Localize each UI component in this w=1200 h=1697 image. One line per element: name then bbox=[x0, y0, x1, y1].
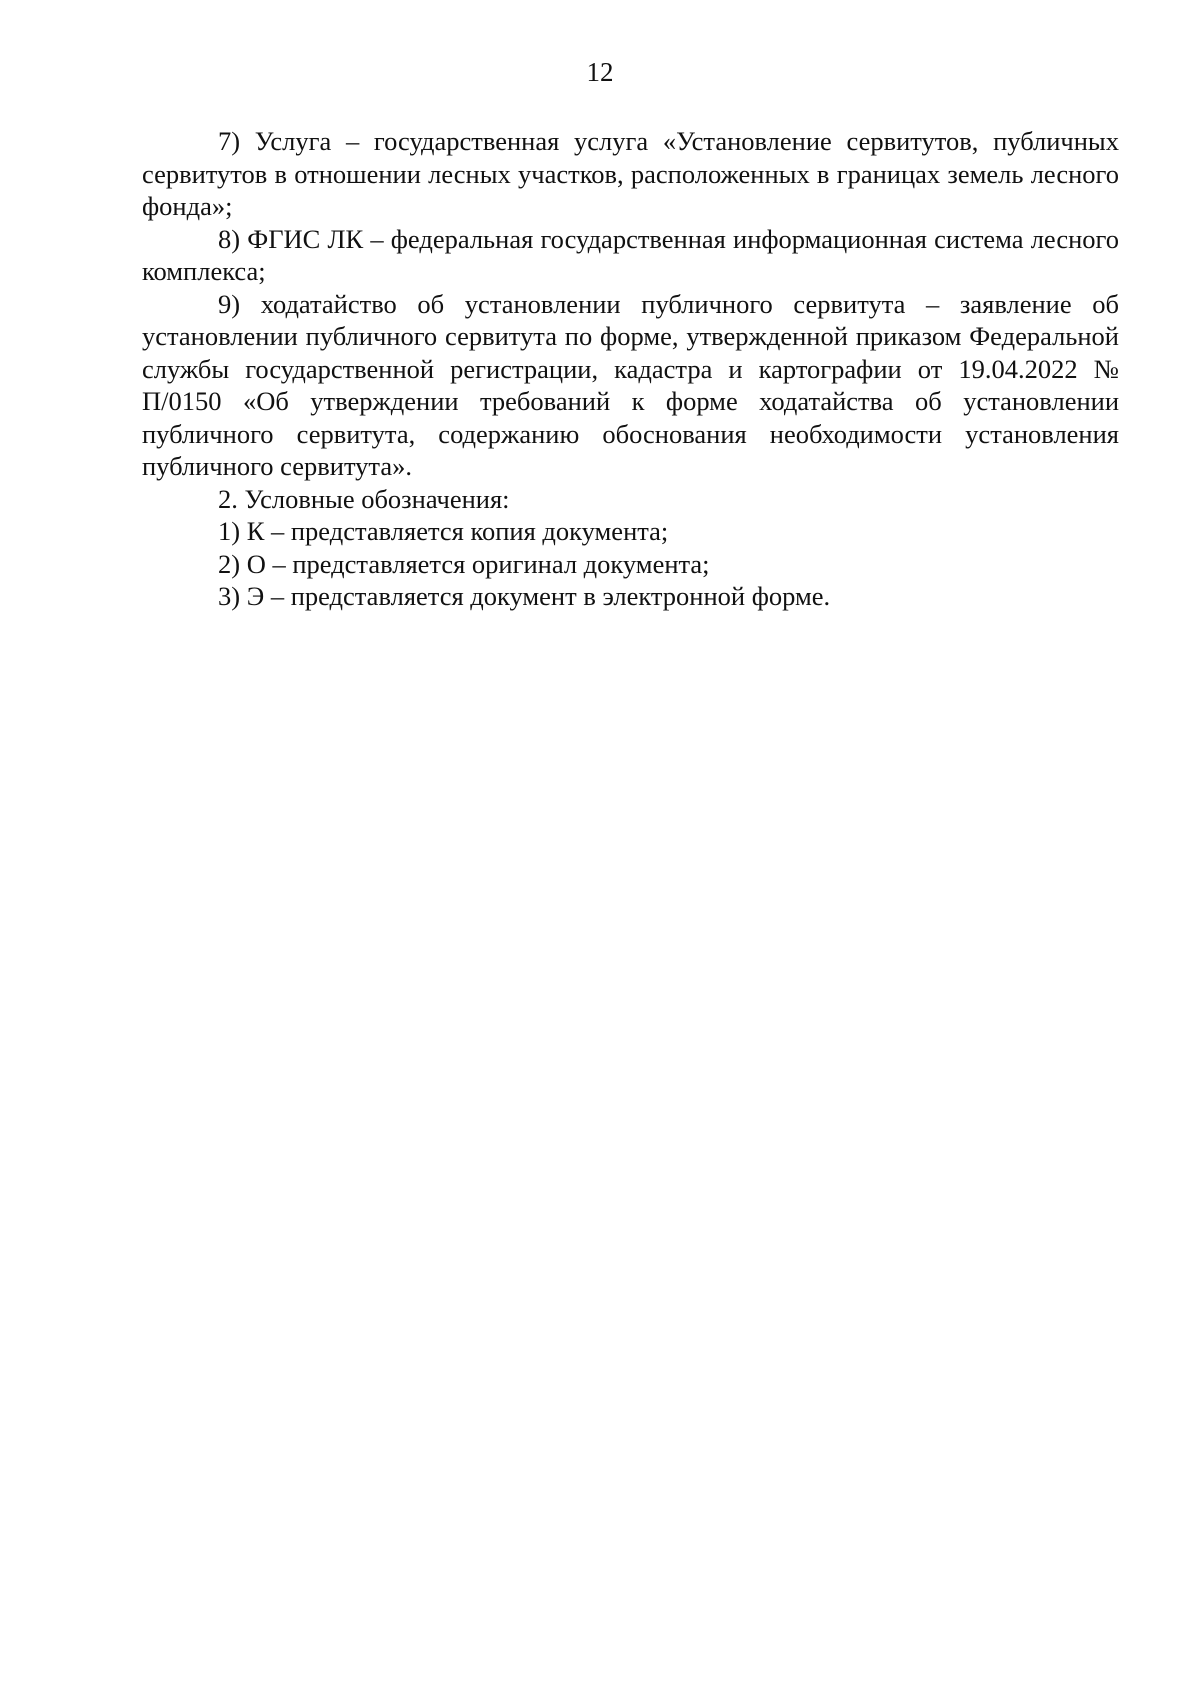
legend-item-electronic: 3) Э – представляется документ в электронной форме. bbox=[218, 581, 831, 611]
legend-heading: 2. Условные обозначения: bbox=[218, 483, 510, 514]
page-number: 12 bbox=[586, 57, 614, 87]
paragraph-item-8: 8) ФГИС ЛК – федеральная государственная информационная система лесного комплекса; bbox=[142, 223, 1119, 286]
legend-item-copy: 1) К – представляется копия документа; bbox=[218, 516, 669, 546]
paragraph-item-7: 7) Услуга – государственная услуга «Установление сервитутов, публичных сервитутов в отношении лесных участков, расположенных в границах земель лесного фонда»; bbox=[142, 126, 1119, 221]
legend-item-original: 2) О – представляется оригинал документа; bbox=[218, 548, 710, 579]
document-body bbox=[142, 125, 1119, 613]
paragraph-item-9: 9) ходатайство об установлении публичного сервитута – заявление об установлении публичного сервитута по форме, утвержденной приказом Федеральной службы государственной регистрации, кадастра и картографии от 19.04.2022 № П/0150 «Об утверждении требований к форме ходатайства об установлении публичного сервитута, содержанию обоснования необходимости установления публичного сервитута». bbox=[142, 288, 1119, 481]
